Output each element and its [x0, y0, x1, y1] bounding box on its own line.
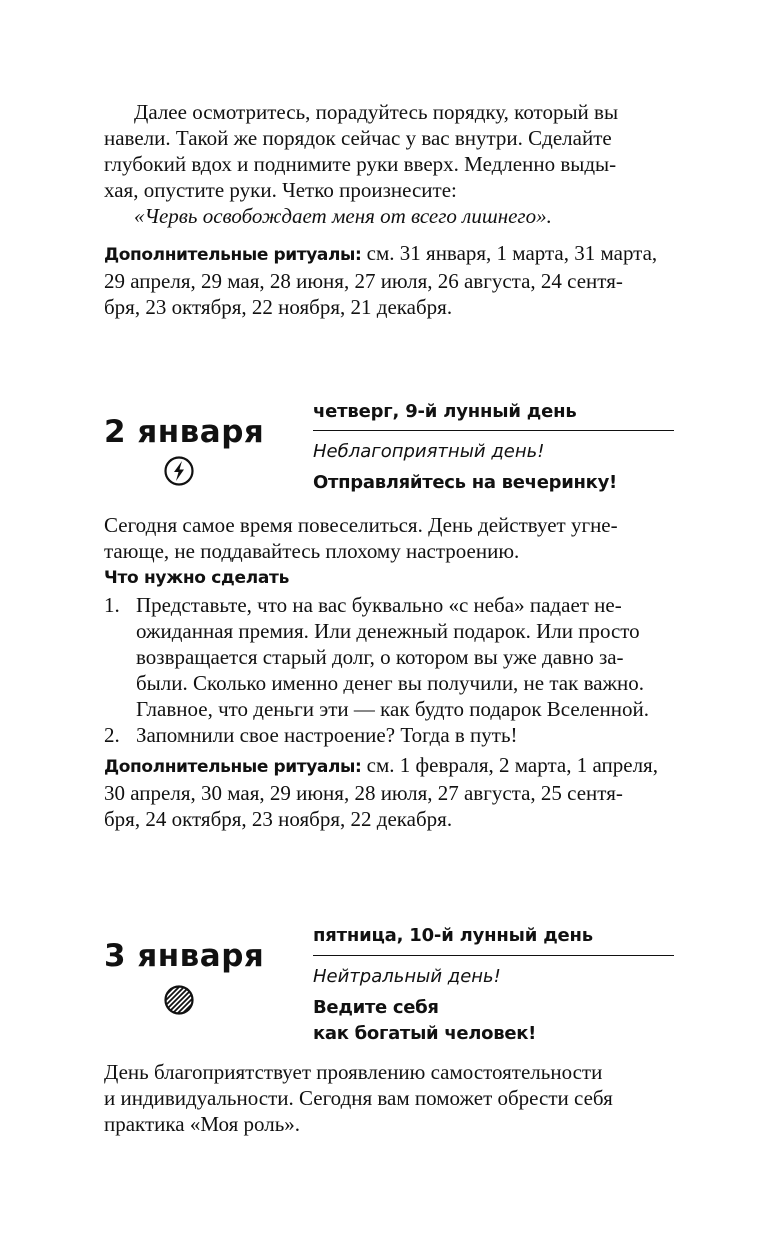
jan2-extra-rituals: [104, 752, 674, 832]
todo-heading: Что нужно сделать: [104, 568, 290, 588]
step-line: ожиданная премия. Или денежный подарок. Или просто: [136, 619, 640, 643]
intro-quote: «Червь освобождает меня от всего лишнего».: [134, 204, 552, 228]
step-line: возвращается старый долг, о котором вы уже давно за-: [136, 645, 624, 669]
intro-line: глубокий вдох и поднимите руки вверх. Медленно выды-: [104, 152, 617, 176]
advice-line: как богатый человек!: [313, 1023, 537, 1044]
step-line: Главное, что деньги эти — как будто подарок Вселенной.: [136, 697, 649, 721]
hatched-circle-icon: [163, 984, 195, 1016]
lightning-circle-icon: [163, 455, 195, 487]
intro-extra-rituals: [104, 240, 674, 320]
list-item: [104, 722, 674, 748]
extra-rituals-text: 30 апреля, 30 мая, 29 июня, 28 июля, 27 августа, 25 сентя-: [104, 781, 623, 805]
extra-rituals-text: см. 31 января, 1 марта, 31 марта,: [361, 241, 658, 265]
jan3-body: [104, 1059, 674, 1137]
advice-jan2: Отправляйтесь на вечеринку!: [313, 472, 617, 493]
extra-rituals-text: бря, 23 октября, 22 ноября, 21 декабря.: [104, 295, 453, 319]
advice-jan3: [313, 995, 536, 1047]
advice-line: Ведите себя: [313, 997, 439, 1018]
day-header-jan3: пятница, 10-й лунный день: [313, 925, 593, 946]
list-item: [104, 592, 674, 722]
steps-list: [104, 592, 674, 748]
header-divider: [313, 955, 674, 956]
extra-rituals-text: см. 1 февраля, 2 марта, 1 апреля,: [361, 753, 658, 777]
header-divider: [313, 430, 674, 431]
step-number: 2.: [104, 723, 120, 747]
day-type-jan2: Неблагоприятный день!: [313, 441, 545, 462]
body-line: и индивидуальности. Сегодня вам поможет обрести себя: [104, 1086, 613, 1110]
step-line: Представьте, что на вас буквально «с неба» падает не-: [136, 593, 622, 617]
date-heading-jan3: 3 января: [104, 938, 265, 974]
date-heading-jan2: 2 января: [104, 414, 265, 450]
body-line: День благоприятствует проявлению самостоятельности: [104, 1060, 603, 1084]
intro-paragraph: [104, 99, 674, 229]
body-line: Сегодня самое время повеселиться. День действует угне-: [104, 513, 618, 537]
intro-line: Далее осмотритесь, порадуйтесь порядку, который вы: [134, 100, 619, 124]
extra-rituals-text: 29 апреля, 29 мая, 28 июня, 27 июля, 26 августа, 24 сентя-: [104, 269, 623, 293]
intro-line: навели. Такой же порядок сейчас у вас внутри. Сделайте: [104, 126, 612, 150]
day-header-jan2: четверг, 9-й лунный день: [313, 401, 577, 422]
extra-rituals-label: Дополнительные ритуалы:: [104, 245, 362, 265]
extra-rituals-text: бря, 24 октября, 23 ноября, 22 декабря.: [104, 807, 453, 831]
body-line: практика «Моя роль».: [104, 1112, 301, 1136]
step-line: были. Сколько именно денег вы получили, не так важно.: [136, 671, 645, 695]
body-line: тающе, не поддавайтесь плохому настроению.: [104, 539, 520, 563]
step-line: Запомнили свое настроение? Тогда в путь!: [136, 723, 518, 747]
jan2-body: [104, 512, 674, 564]
extra-rituals-label: Дополнительные ритуалы:: [104, 757, 362, 777]
day-type-jan3: Нейтральный день!: [313, 966, 501, 987]
step-number: 1.: [104, 593, 120, 617]
intro-line: хая, опустите руки. Четко произнесите:: [104, 178, 457, 202]
